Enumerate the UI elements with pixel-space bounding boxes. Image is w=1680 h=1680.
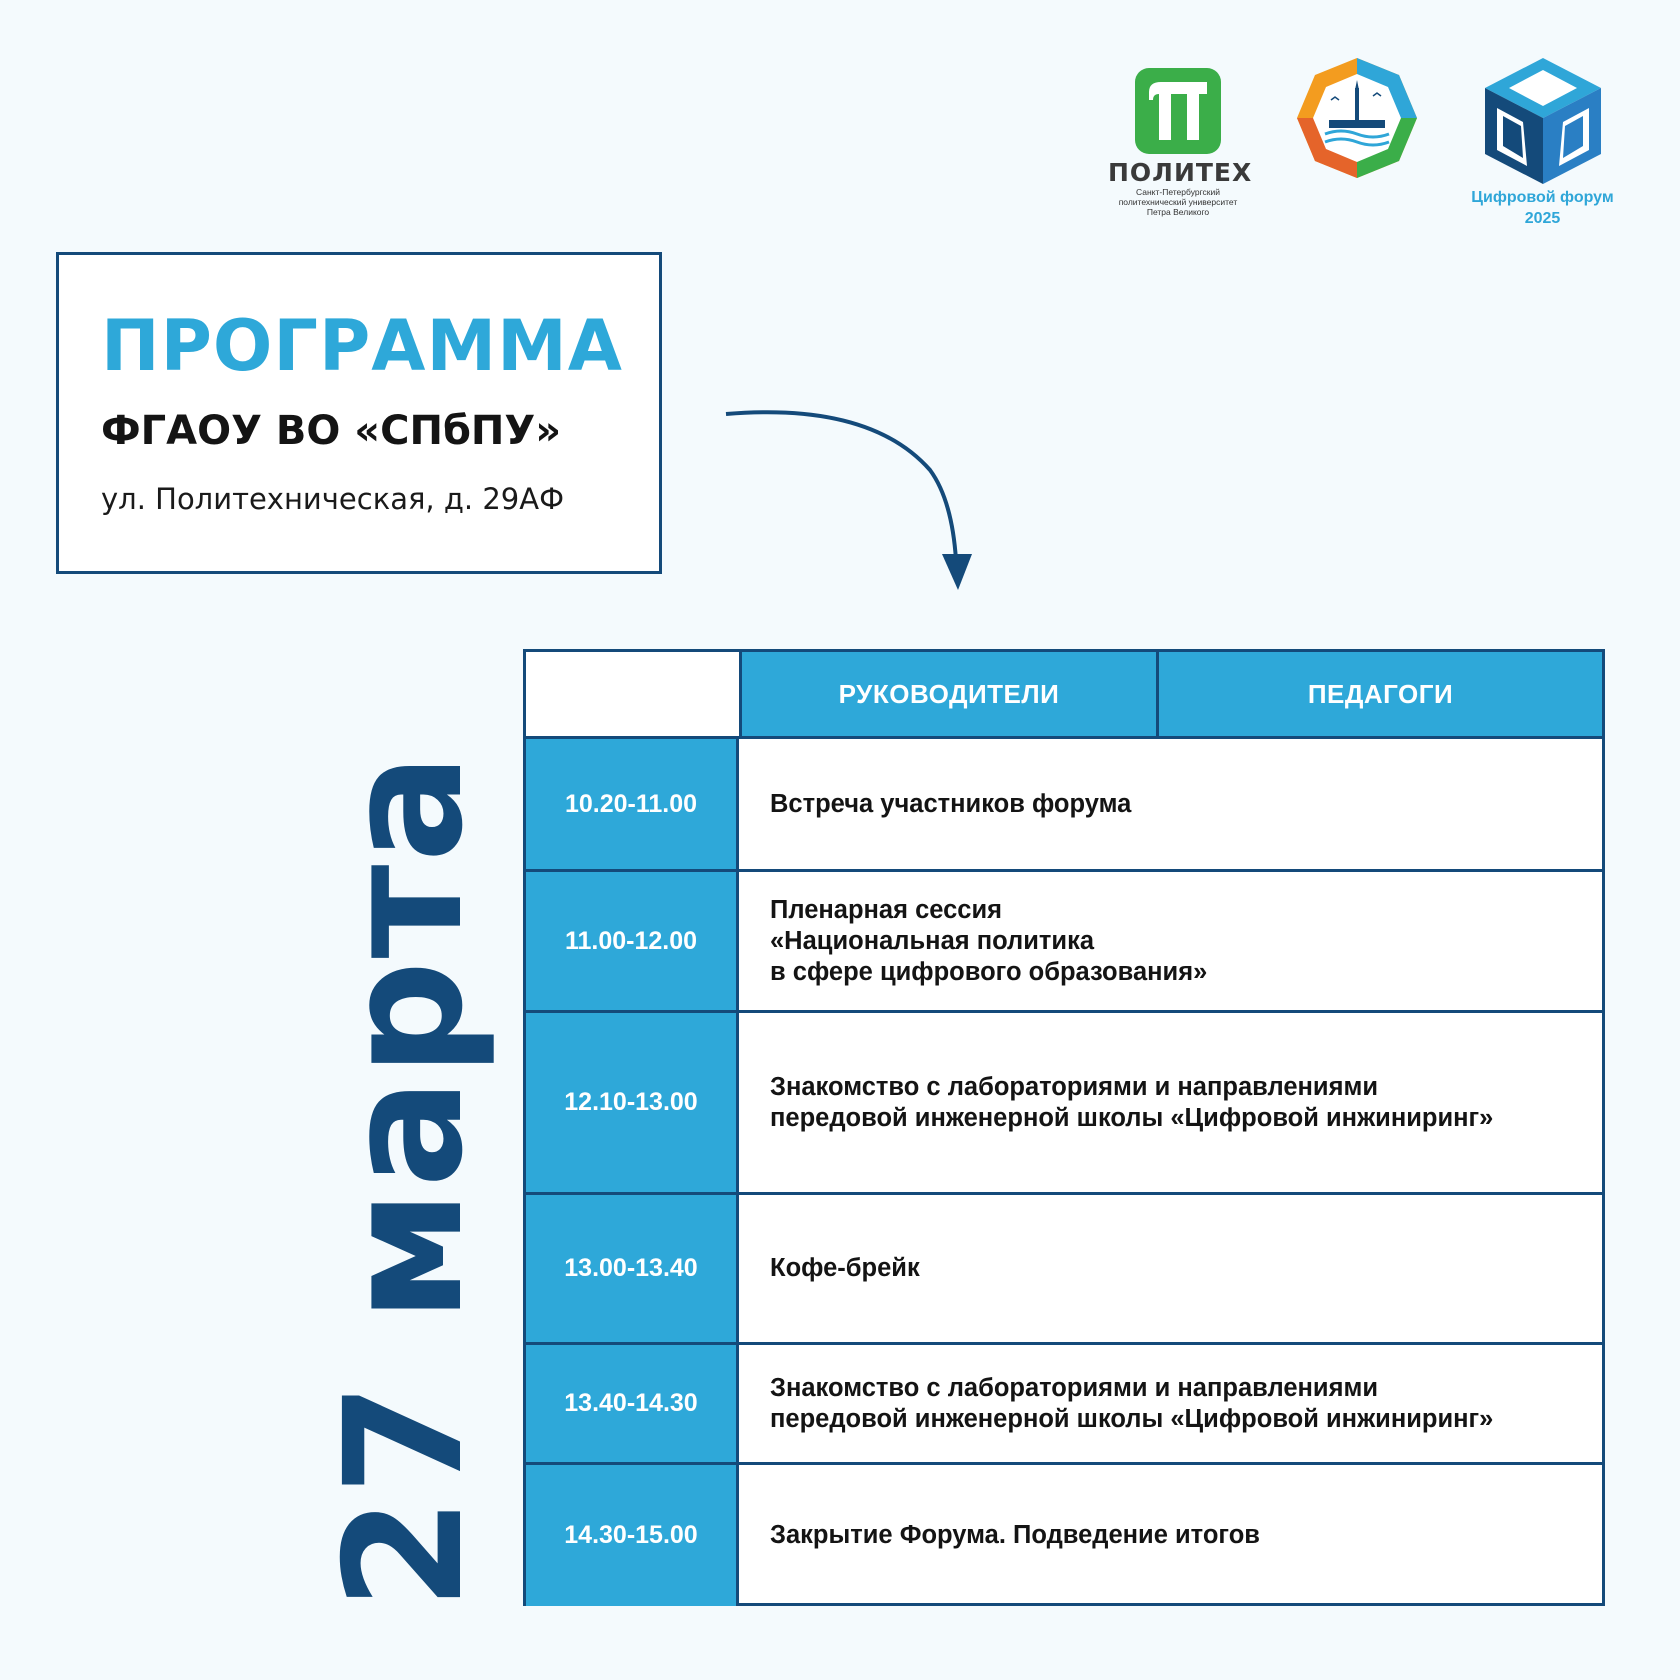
logos-bar [0, 0, 1680, 240]
table-row [526, 1345, 1602, 1465]
spb-emblem-logo [1295, 56, 1419, 180]
forum-caption-2: 2025 [1524, 210, 1561, 227]
header-managers: РУКОВОДИТЕЛИ [742, 652, 1159, 736]
curved-arrow-icon [720, 400, 980, 600]
fortress-emblem-icon [1295, 56, 1419, 180]
header-teachers: ПЕДАГОГИ [1159, 652, 1602, 736]
table-row [526, 1013, 1602, 1195]
row-event: Пленарная сессия «Национальная политика в сфере цифрового образования» [770, 895, 1208, 986]
politeh-subtitle-3: Петра Великого [1146, 207, 1210, 217]
row-time: 14.30-15.00 [526, 1465, 739, 1606]
event-date: 27 марта [311, 751, 499, 1610]
digital-forum-logo [1455, 56, 1630, 236]
schedule-header [526, 652, 1602, 739]
row-time: 13.40-14.30 [526, 1345, 739, 1462]
row-time: 13.00-13.40 [526, 1195, 739, 1342]
header-blank-cell [526, 652, 742, 736]
program-info-box [56, 252, 662, 574]
address: ул. Политехническая, д. 29АФ [101, 482, 565, 516]
table-row [526, 1465, 1602, 1606]
organization-name: ФГАОУ ВО «СПбПУ» [101, 408, 562, 454]
politeh-subtitle-2: политехнический университет [1118, 197, 1238, 207]
politeh-subtitle-1: Санкт-Петербургский [1136, 187, 1220, 197]
schedule-table [523, 649, 1605, 1606]
row-time: 12.10-13.00 [526, 1013, 739, 1192]
cube-icon [1483, 56, 1603, 186]
row-event: Закрытие Форума. Подведение итогов [770, 1521, 1260, 1549]
table-row [526, 872, 1602, 1013]
politeh-name: ПОЛИТЕХ [1108, 158, 1253, 187]
row-event: Встреча участников форума [770, 789, 1132, 818]
pi-icon [1135, 68, 1221, 154]
row-event: Знакомство с лабораториями и направлениями передовой инженерной школы «Цифровой инжиниринг» [770, 1072, 1494, 1132]
program-title: ПРОГРАММА [101, 305, 623, 387]
row-event: Знакомство с лабораториями и направлениями передовой инженерной школы «Цифровой инжиниринг» [770, 1373, 1494, 1433]
row-time: 11.00-12.00 [526, 872, 739, 1010]
table-row [526, 1195, 1602, 1345]
forum-caption-1: Цифровой форум [1471, 189, 1614, 206]
politeh-logo [1108, 68, 1253, 228]
table-row [526, 739, 1602, 872]
row-time: 10.20-11.00 [526, 739, 739, 869]
row-event: Кофе-брейк [770, 1254, 920, 1282]
